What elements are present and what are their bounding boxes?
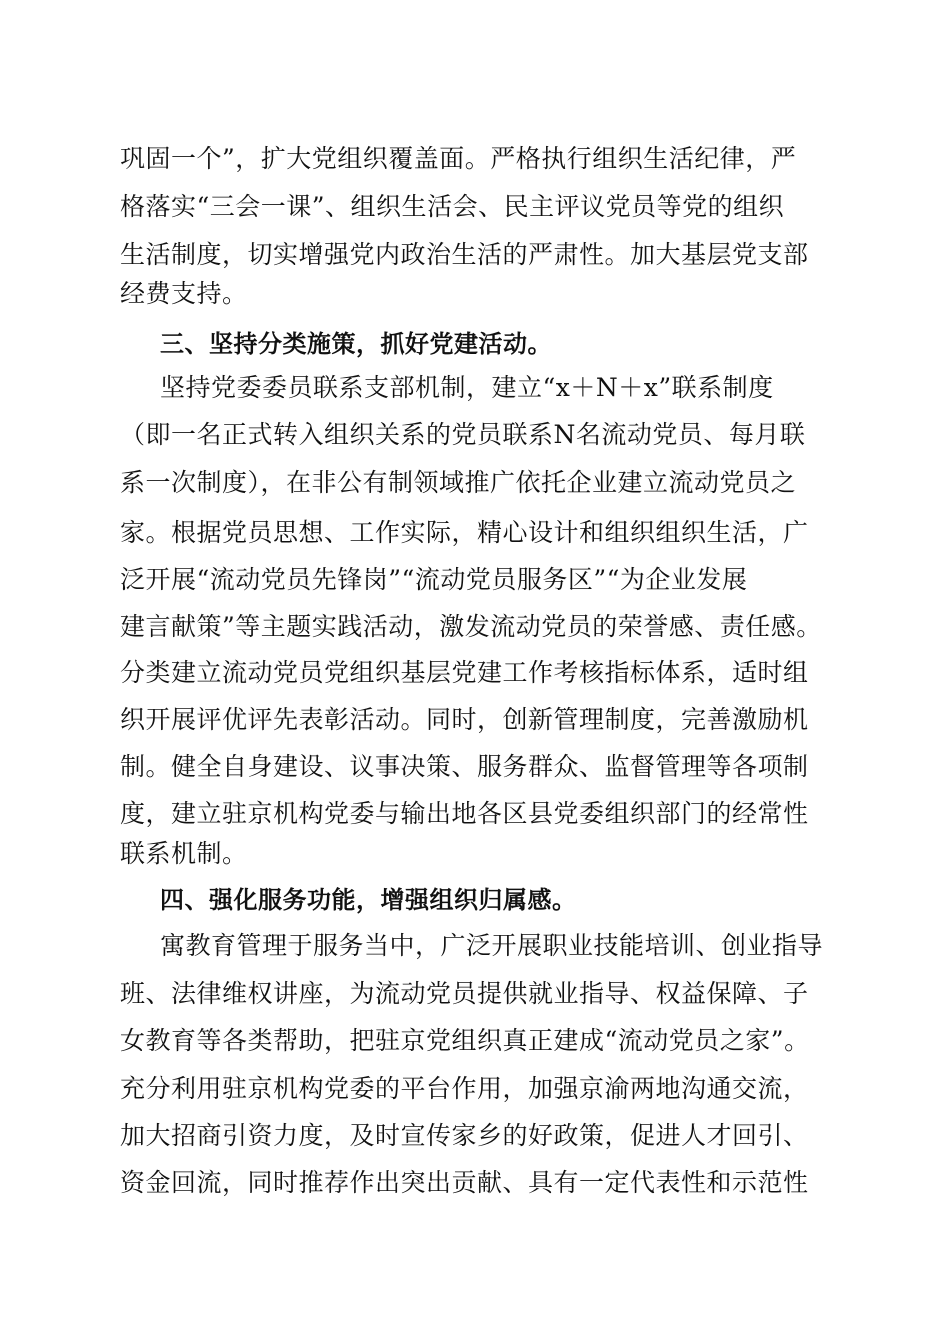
text-line: 女教育等各类帮助，把驻京党组织真正建成“流动党员之家”。 (120, 1026, 810, 1055)
text-line: 充分利用驻京机构党委的平台作用，加强京渝两地沟通交流， (120, 1074, 809, 1103)
text-line: 分类建立流动党员党组织基层党建工作考核指标体系，适时组 (120, 658, 809, 687)
text-line: （即一名正式转入组织关系的党员联系N名流动党员、每月联 (120, 420, 806, 449)
text-line: 建言献策”等主题实践活动，激发流动党员的荣誉感、责任感。 (120, 612, 822, 641)
text-line: 巩固一个”，扩大党组织覆盖面。严格执行组织生活纪律，严 (120, 144, 797, 173)
text-line: 班、法律维权讲座，为流动党员提供就业指导、权益保障、子 (120, 979, 809, 1008)
section-heading-4: 四、强化服务功能，增强组织归属感。 (160, 886, 577, 914)
text-line: 制。健全自身建设、议事决策、服务群众、监督管理等各项制 (120, 752, 809, 781)
text-line: 织开展评优评先表彰活动。同时，创新管理制度，完善激励机 (120, 705, 809, 734)
text-line: 泛开展“流动党员先锋岗”“流动党员服务区”“为企业发展 (120, 565, 748, 594)
text-line: 家。根据党员思想、工作实际，精心设计和组织组织生活，广 (120, 518, 809, 547)
text-line: 生活制度，切实增强党内政治生活的严肃性。加大基层党支部 (120, 240, 809, 269)
text-line: 系一次制度），在非公有制领域推广依托企业建立流动党员之 (120, 468, 797, 497)
text-line: 格落实“三会一课”、组织生活会、民主评议党员等党的组织 (120, 192, 785, 221)
section-heading-3: 三、坚持分类施策，抓好党建活动。 (160, 330, 552, 358)
text-line: 度，建立驻京机构党委与输出地各区县党委组织部门的经常性 (120, 799, 809, 828)
paragraph-start: 坚持党委委员联系支部机制，建立“x＋N＋x”联系制度 (160, 373, 774, 402)
text-line: 资金回流，同时推荐作出突出贡献、具有一定代表性和示范性 (120, 1168, 809, 1197)
text-line: 经费支持。 (120, 279, 248, 308)
text-line: 联系机制。 (120, 839, 248, 868)
paragraph-start: 寓教育管理于服务当中，广泛开展职业技能培训、创业指导 (160, 931, 824, 960)
text-line: 加大招商引资力度，及时宣传家乡的好政策，促进人才回引、 (120, 1121, 809, 1150)
